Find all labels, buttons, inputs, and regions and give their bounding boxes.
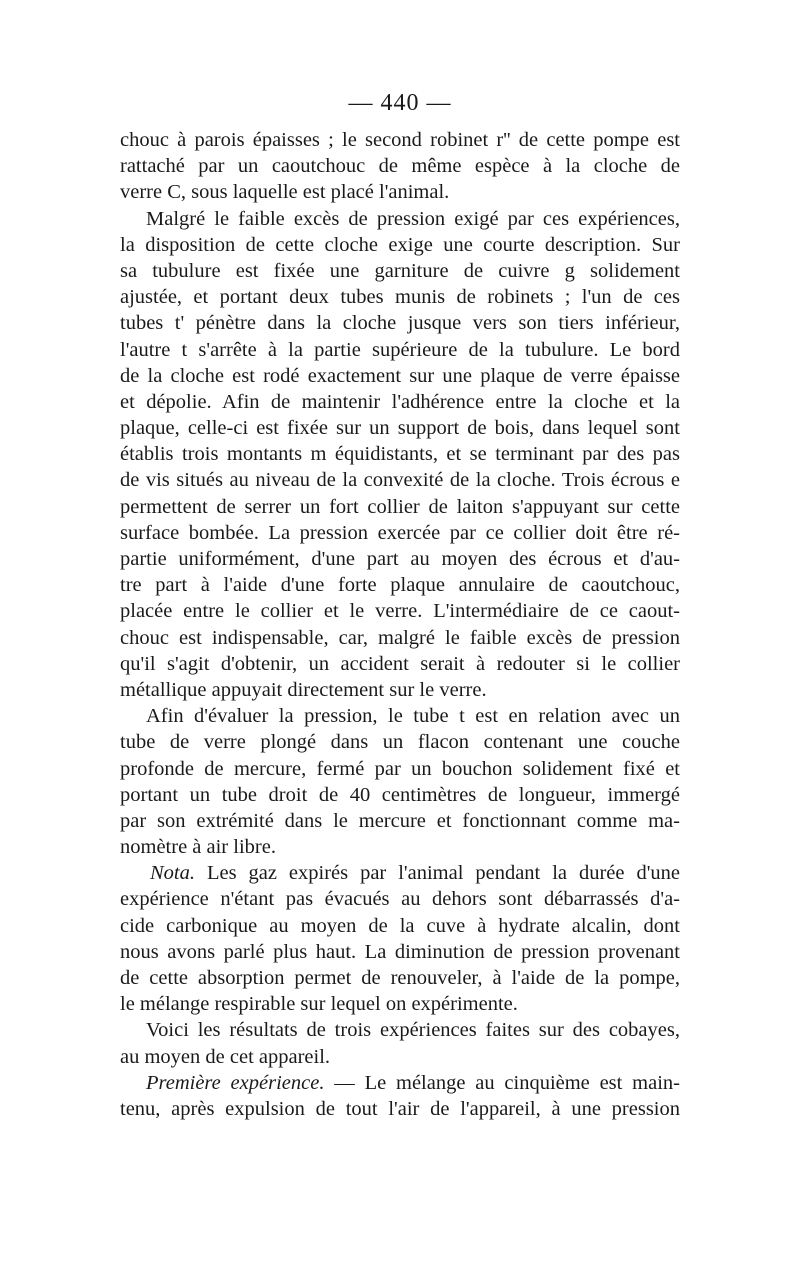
text-line: plaque, celle-ci est fixée sur un support de bois, dans lequel sont bbox=[120, 417, 680, 440]
text-line: tubes t' pénètre dans la cloche jusque vers son tiers inférieur, bbox=[120, 312, 680, 335]
text-line: verre C, sous laquelle est placé l'animal. bbox=[120, 181, 450, 204]
text-line: tube de verre plongé dans un flacon contenant une couche bbox=[120, 731, 680, 754]
text-line: partie uniformément, d'une part au moyen des écrous et d'au- bbox=[120, 548, 680, 570]
text-line: portant un tube droit de 40 centimètres de longueur, immergé bbox=[120, 783, 680, 806]
body-text bbox=[120, 127, 680, 1122]
text-line: et dépolie. Afin de maintenir l'adhérence entre la cloche et la bbox=[120, 390, 680, 413]
text-line: tre part à l'aide d'une forte plaque annulaire de caoutchouc, bbox=[120, 574, 680, 597]
text-line: au moyen de cet appareil. bbox=[120, 1045, 331, 1068]
text-line: sa tubulure est fixée une garniture de cuivre g solidement bbox=[120, 259, 680, 282]
text-line: le mélange respirable sur lequel on expérimente. bbox=[120, 993, 518, 1016]
text-line: Malgré le faible excès de pression exigé par ces expériences, bbox=[146, 207, 680, 230]
text-line: chouc est indispensable, car, malgré le faible excès de pression bbox=[120, 626, 680, 649]
text-line: surface bombée. La pression exercée par ce collier doit être ré- bbox=[120, 521, 680, 544]
text-line: nous avons parlé plus haut. La diminution de pression provenant bbox=[120, 940, 680, 963]
text-line: Afin d'évaluer la pression, le tube t est en relation avec un bbox=[146, 705, 680, 728]
page-number: — 440 — bbox=[348, 90, 452, 116]
text-line: chouc à parois épaisses ; le second robinet r'' de cette pompe est bbox=[120, 129, 680, 151]
text-line: permettent de serrer un fort collier de laiton s'appuyant sur cette bbox=[120, 495, 680, 518]
text-line: la disposition de cette cloche exige une courte description. Sur bbox=[120, 233, 680, 256]
text-line: expérience n'étant pas évacués au dehors sont débarrassés d'a- bbox=[120, 888, 680, 911]
text-line: rattaché par un caoutchouc de même espèce à la cloche de bbox=[120, 155, 680, 178]
text-line: de vis situés au niveau de la convexité de la cloche. Trois écrous e bbox=[120, 469, 680, 492]
text-line: par son extrémité dans le mercure et fonctionnant comme ma- bbox=[120, 809, 680, 832]
text-line: de cette absorption permet de renouveler, à l'aide de la pompe, bbox=[120, 967, 680, 989]
text-line: l'autre t s'arrête à la partie supérieure de la tubulure. Le bord bbox=[120, 338, 680, 361]
text-line: métallique appuyait directement sur le verre. bbox=[120, 678, 487, 701]
text-line-nota: Nota. Les gaz expirés par l'animal pendant la durée d'une bbox=[150, 862, 680, 885]
text-line: profonde de mercure, fermé par un bouchon solidement fixé et bbox=[120, 757, 680, 780]
text-line-premiere: Première expérience. — Le mélange au cinquième est main- bbox=[146, 1071, 680, 1094]
text-line: placée entre le collier et le verre. L'intermédiaire de ce caout- bbox=[120, 600, 680, 623]
text-line: de la cloche est rodé exactement sur une plaque de verre épaisse bbox=[120, 364, 680, 387]
text-line: tenu, après expulsion de tout l'air de l'appareil, à une pression bbox=[120, 1097, 680, 1120]
text-line: ajustée, et portant deux tubes munis de robinets ; l'un de ces bbox=[120, 286, 680, 309]
text-line: établis trois montants m équidistants, et se terminant par des pas bbox=[120, 443, 680, 466]
text-line: nomètre à air libre. bbox=[120, 836, 276, 859]
text-line: cide carbonique au moyen de la cuve à hydrate alcalin, dont bbox=[120, 914, 680, 937]
text-line: qu'il s'agit d'obtenir, un accident serait à redouter si le collier bbox=[120, 652, 680, 675]
text-line: Voici les résultats de trois expériences faites sur des cobayes, bbox=[146, 1019, 680, 1042]
